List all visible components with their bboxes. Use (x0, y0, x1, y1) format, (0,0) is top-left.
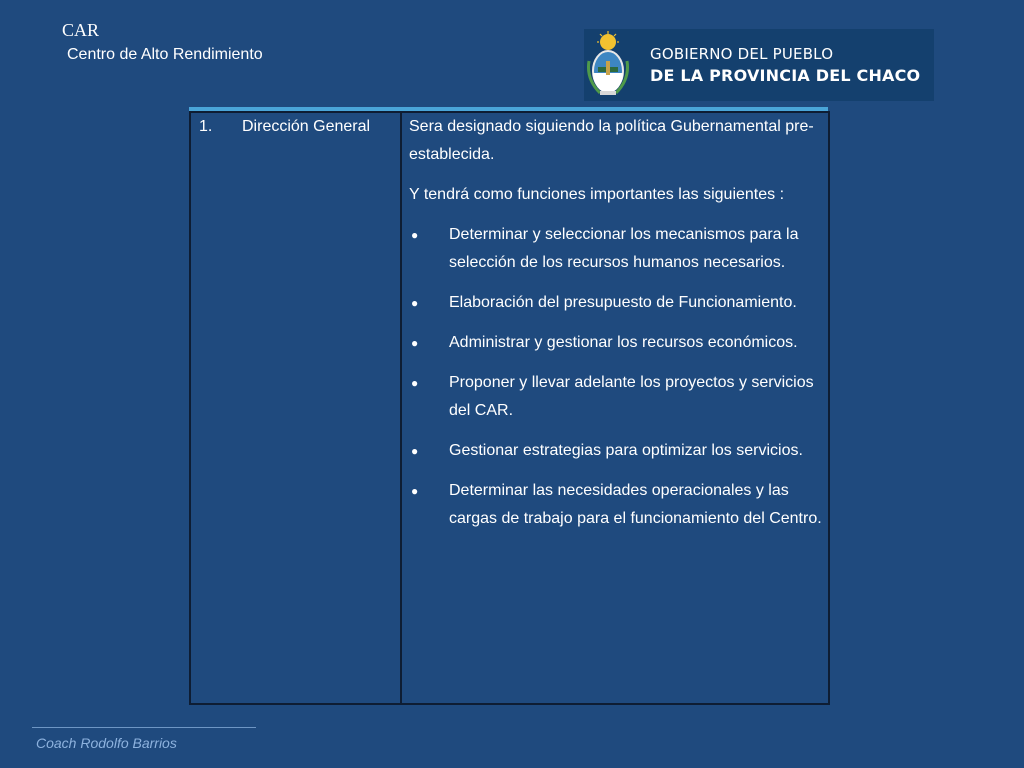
logo-text-line1: GOBIERNO DEL PUEBLO (650, 45, 834, 63)
list-item (409, 477, 828, 533)
footer-author: Coach Rodolfo Barrios (36, 735, 177, 751)
list-item (409, 289, 828, 317)
list-item (409, 329, 828, 357)
description-cell (401, 112, 829, 704)
bullet-icon: ● (411, 484, 419, 498)
bullet-icon: ● (411, 296, 419, 310)
list-item-text: Elaboración del presupuesto de Funcionamiento. (449, 294, 797, 311)
list-item (409, 369, 828, 425)
role-cell (190, 112, 401, 704)
functions-intro: Y tendrá como funciones importantes las siguientes : (409, 186, 785, 203)
list-item-text: Administrar y gestionar los recursos económicos. (449, 334, 798, 351)
footer-divider (32, 727, 256, 728)
list-item (409, 437, 828, 465)
list-item-text: Proponer y llevar adelante los proyectos y servicios del CAR. (449, 374, 814, 419)
list-item-text: Determinar y seleccionar los mecanismos para la selección de los recursos humanos necesarios. (449, 226, 799, 271)
functions-list (409, 221, 828, 533)
bullet-icon: ● (411, 228, 419, 242)
slide-subtitle: Centro de Alto Rendimiento (67, 46, 263, 63)
logo-text-line2: DE LA PROVINCIA DEL CHACO (650, 66, 921, 85)
description-paragraph: Sera designado siguiendo la política Gubernamental pre-establecida. (409, 118, 814, 163)
bullet-icon: ● (411, 376, 419, 390)
list-item (409, 221, 828, 277)
list-item-text: Determinar las necesidades operacionales y las cargas de trabajo para el funcionamiento del Centro. (449, 482, 822, 527)
item-title: Dirección General (242, 118, 371, 135)
government-logo (584, 29, 934, 101)
item-number: 1. (199, 118, 213, 135)
table-row (190, 112, 829, 704)
bullet-icon: ● (411, 444, 419, 458)
provincial-seal-icon (586, 31, 630, 99)
list-item-text: Gestionar estrategias para optimizar los servicios. (449, 442, 803, 459)
functions-table (189, 111, 830, 705)
bullet-icon: ● (411, 336, 419, 350)
slide-title: CAR (62, 20, 100, 40)
